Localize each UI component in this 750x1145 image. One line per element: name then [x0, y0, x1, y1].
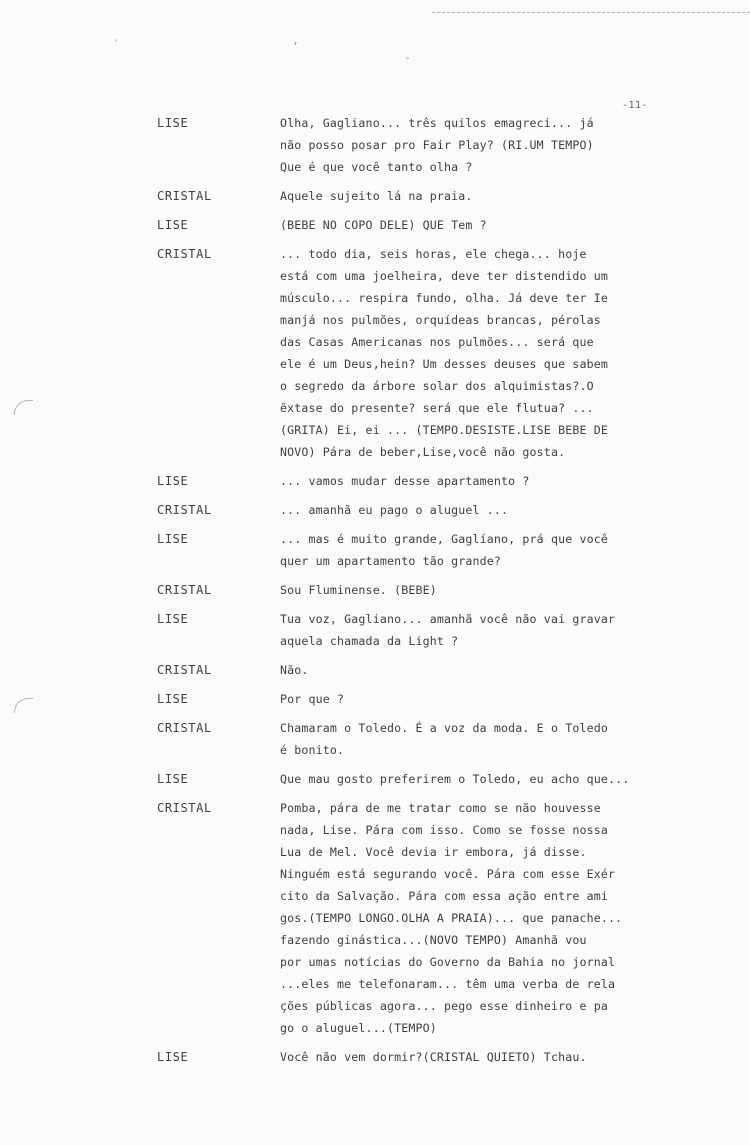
dialogue-line: aquela chamada da Light ?: [280, 634, 459, 648]
dialogue-line: Ninguém está segurando você. Pára com esse Exér: [280, 867, 616, 881]
ink-mark: `: [113, 38, 120, 51]
speaker-name: LISE: [157, 612, 189, 626]
dialogue-line: o segredo da árbore solar dos alquimistas?.O: [280, 379, 594, 393]
speaker-name: CRISTAL: [157, 663, 212, 677]
dialogue-line: ... mas é muito grande, Gaglíano, prá que você: [280, 532, 608, 546]
dialogue-line: está com uma joelheira, deve ter distendido um: [280, 269, 608, 283]
dialogue-entry: [0, 243, 750, 463]
dialogue-entry: [0, 112, 750, 178]
dialogue-line: quer um apartamento tão grande?: [280, 554, 502, 568]
dialogue-entry: [0, 470, 750, 492]
dialogue-line: Aquele sujeito lá na praia.: [280, 189, 473, 203]
dialogue-line: músculo... respira fundo, olha. Já deve ter Ie: [280, 291, 608, 305]
speaker-name: CRISTAL: [157, 503, 212, 517]
dialogue-line: ... amanhã eu pago o aluguel ...: [280, 503, 509, 517]
page-number: -11-: [622, 100, 649, 111]
dialogue-entry: [0, 499, 750, 521]
dialogue-line: é bonito.: [280, 743, 345, 757]
dialogue-entry: [0, 579, 750, 601]
dialogue-entry: [0, 797, 750, 1039]
dialogue-line: por umas notícias do Governo da Bahia no jornal: [280, 955, 616, 969]
speaker-name: CRISTAL: [157, 583, 212, 597]
dialogue-line: Pomba, pára de me tratar como se não houvesse: [280, 801, 601, 815]
script-body: [0, 112, 750, 1075]
dialogue-line: ... vamos mudar desse apartamento ?: [280, 474, 530, 488]
speaker-name: LISE: [157, 692, 189, 706]
dialogue-entry: [0, 528, 750, 572]
dialogue-line: Por que ?: [280, 692, 345, 706]
speaker-name: LISE: [157, 1050, 189, 1064]
dialogue-line: ele é um Deus,hein? Um desses deuses que sabem: [280, 357, 608, 371]
speaker-name: CRISTAL: [157, 721, 212, 735]
speaker-name: LISE: [157, 116, 189, 130]
speaker-name: LISE: [157, 218, 189, 232]
dialogue-line: Não.: [280, 663, 309, 677]
dialogue-line: ... todo dia, seis horas, ele chega... hoje: [280, 247, 587, 261]
dialogue-line: cito da Salvação. Pára com essa ação entre ami: [280, 889, 608, 903]
dialogue-entry: [0, 214, 750, 236]
dialogue-line: go o aluguel...(TEMPO): [280, 1021, 437, 1035]
dialogue-line: ções públicas agora... pego esse dinheiro e pa: [280, 999, 608, 1013]
dialogue-entry: [0, 717, 750, 761]
dialogue-line: fazendo ginástica...(NOVO TEMPO) Amanhã vou: [280, 933, 587, 947]
dialogue-line: manjá nos pulmões, orquídeas brancas, pérolas: [280, 313, 601, 327]
speaker-name: LISE: [157, 474, 189, 488]
ink-mark: °: [405, 56, 410, 65]
dialogue-line: gos.(TEMPO LONGO.OLHA A PRAIA)... que panache...: [280, 911, 623, 925]
dialogue-entry: [0, 1046, 750, 1068]
dialogue-line: NOVO) Pára de beber,Lise,você não gosta.: [280, 445, 566, 459]
dialogue-entry: [0, 768, 750, 790]
speaker-name: LISE: [157, 772, 189, 786]
dialogue-line: não posso posar pro Fair Play? (RI.UM TEMPO): [280, 138, 594, 152]
ink-mark: ’: [292, 40, 299, 53]
speaker-name: CRISTAL: [157, 247, 212, 261]
dialogue-line: Olha, Gagliano... três quilos emagreci... já: [280, 116, 594, 130]
dialogue-entry: [0, 185, 750, 207]
speaker-name: CRISTAL: [157, 189, 212, 203]
dialogue-line: (GRITA) Ei, ei ... (TEMPO.DESISTE.LISE BEBE DE: [280, 423, 608, 437]
dialogue-entry: [0, 688, 750, 710]
dialogue-line: Sou Fluminense. (BEBE): [280, 583, 437, 597]
speaker-name: LISE: [157, 532, 189, 546]
dialogue-line: Que é que você tanto olha ?: [280, 160, 473, 174]
dialogue-line: Lua de Mel. Você devia ir embora, já disse.: [280, 845, 587, 859]
dialogue-line: Que mau gosto preferirem o Toledo, eu acho que...: [280, 772, 630, 786]
dialogue-line: êxtase do presente? será que ele flutua? ...: [280, 401, 594, 415]
top-edge-line: [432, 12, 750, 13]
dialogue-entry: [0, 659, 750, 681]
dialogue-line: ...eles me telefonaram... têm uma verba de rela: [280, 977, 616, 991]
dialogue-line: (BEBE NO COPO DELE) QUE Tem ?: [280, 218, 487, 232]
dialogue-line: nada, Lise. Pára com isso. Como se fosse nossa: [280, 823, 608, 837]
dialogue-entry: [0, 608, 750, 652]
dialogue-line: das Casas Americanas nos pulmões... será que: [280, 335, 594, 349]
dialogue-line: Você não vem dormir?(CRISTAL QUIETO) Tchau.: [280, 1050, 587, 1064]
dialogue-line: Chamaram o Toledo. É a voz da moda. E o Toledo: [280, 721, 608, 735]
dialogue-line: Tua voz, Gagliano... amanhã você não vai gravar: [280, 612, 616, 626]
speaker-name: CRISTAL: [157, 801, 212, 815]
